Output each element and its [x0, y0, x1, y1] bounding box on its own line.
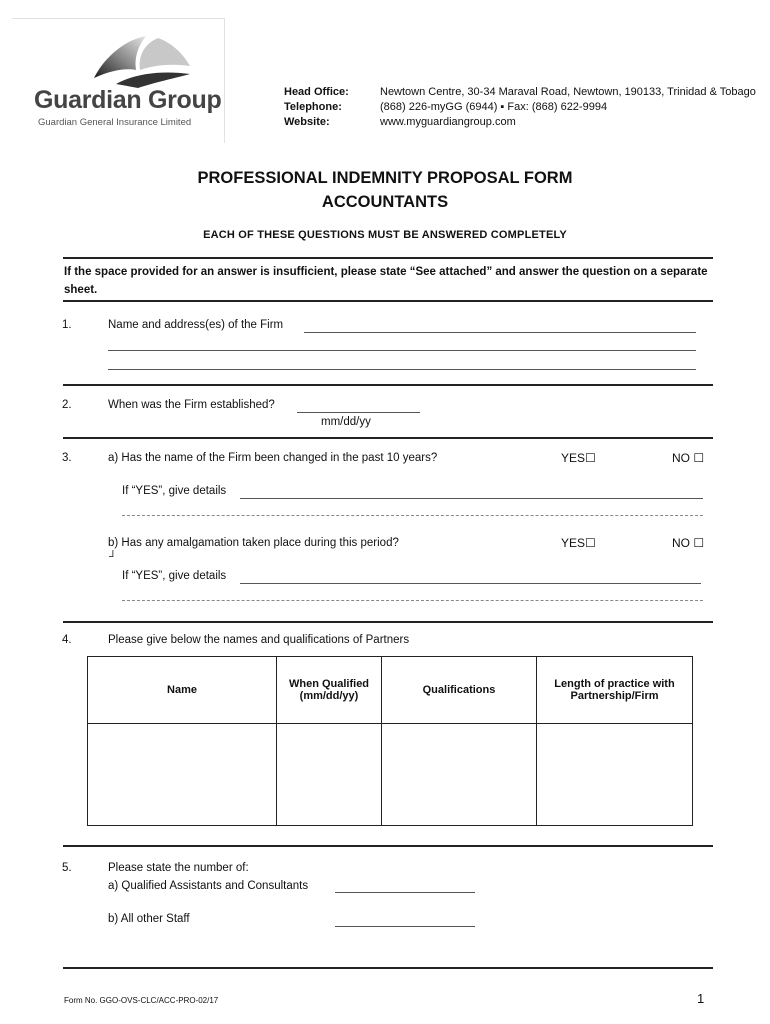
logo-mark-icon: [86, 30, 196, 88]
divider: [63, 967, 713, 969]
column-header: Name: [88, 657, 277, 724]
q3b-details-label: If “YES”, give details: [122, 570, 227, 582]
q2-date-hint: mm/dd/yy: [321, 416, 371, 428]
q3a-details-line[interactable]: [240, 498, 703, 499]
q5-label: Please state the number of:: [108, 862, 249, 874]
column-header: When Qualified (mm/dd/yy): [277, 657, 382, 724]
q5a-label: a) Qualified Assistants and Consultants: [108, 880, 309, 892]
divider: [63, 257, 713, 259]
q3b-details-line[interactable]: [240, 583, 701, 584]
head-office-value: Newtown Centre, 30-34 Maraval Road, Newtown, 190133, Trinidad & Tobago: [380, 86, 756, 98]
q3a-details-line[interactable]: [122, 515, 703, 516]
q4-number: 4.: [62, 634, 72, 646]
q1-answer-line[interactable]: [108, 369, 696, 370]
partners-table: [87, 656, 693, 826]
table-row: [88, 724, 693, 826]
q3b-details-line[interactable]: [122, 600, 703, 601]
note-text: If the space provided for an answer is insufficient, please state “See attached” and answer the question on a separate sheet.: [64, 266, 708, 296]
instruction-text: EACH OF THESE QUESTIONS MUST BE ANSWERED COMPLETELY: [203, 229, 567, 241]
q1-number: 1.: [62, 319, 72, 331]
form-number: Form No. GGO-OVS-CLC/ACC-PRO-02/17: [64, 996, 219, 1005]
q3b-no-checkbox[interactable]: NO ☐: [672, 536, 705, 550]
q4-label: Please give below the names and qualifications of Partners: [108, 634, 410, 646]
partner-name-cell[interactable]: [88, 724, 277, 826]
q5-number: 5.: [62, 862, 72, 874]
partner-practice-length-cell[interactable]: [537, 724, 693, 826]
website-label: Website:: [284, 116, 330, 128]
q1-answer-line[interactable]: [304, 332, 696, 333]
q3a-no-checkbox[interactable]: NO ☐: [672, 451, 705, 465]
divider: [63, 300, 713, 302]
column-header: Length of practice with Partnership/Firm: [537, 657, 693, 724]
q1-label: Name and address(es) of the Firm: [108, 319, 284, 331]
logo-subtitle: Guardian General Insurance Limited: [38, 117, 192, 128]
q5b-label: b) All other Staff: [108, 913, 190, 925]
form-subtitle: ACCOUNTANTS: [321, 193, 449, 211]
q5a-answer-line[interactable]: [335, 892, 475, 893]
divider: [63, 621, 713, 623]
q3a-yes-checkbox[interactable]: YES☐: [561, 451, 596, 465]
partner-qualifications-cell[interactable]: [382, 724, 537, 826]
q3b-label: b) Has any amalgamation taken place during this period?: [108, 537, 399, 549]
divider: [63, 437, 713, 439]
partner-qualified-date-cell[interactable]: [277, 724, 382, 826]
q1-answer-line[interactable]: [108, 350, 696, 351]
q3a-label: a) Has the name of the Firm been changed in the past 10 years?: [108, 452, 438, 464]
website-value: www.myguardiangroup.com: [380, 116, 516, 128]
column-header: Qualifications: [382, 657, 537, 724]
divider: [63, 845, 713, 847]
q3b-yes-checkbox[interactable]: YES☐: [561, 536, 596, 550]
page-number: 1: [697, 991, 705, 1006]
stray-mark: ┘: [109, 551, 117, 563]
q2-date-field[interactable]: [297, 412, 420, 413]
telephone-label: Telephone:: [284, 101, 342, 113]
telephone-value: (868) 226-myGG (6944) ▪ Fax: (868) 622-9994: [380, 101, 608, 113]
form-title: PROFESSIONAL INDEMNITY PROPOSAL FORM: [197, 169, 573, 187]
q2-label: When was the Firm established?: [108, 399, 275, 411]
q5b-answer-line[interactable]: [335, 926, 475, 927]
q2-number: 2.: [62, 399, 72, 411]
table-header-row: [88, 657, 693, 724]
q3-number: 3.: [62, 452, 72, 464]
divider: [63, 384, 713, 386]
q3a-details-label: If “YES”, give details: [122, 485, 227, 497]
logo-name: Guardian Group: [34, 86, 222, 114]
head-office-label: Head Office:: [284, 86, 349, 98]
